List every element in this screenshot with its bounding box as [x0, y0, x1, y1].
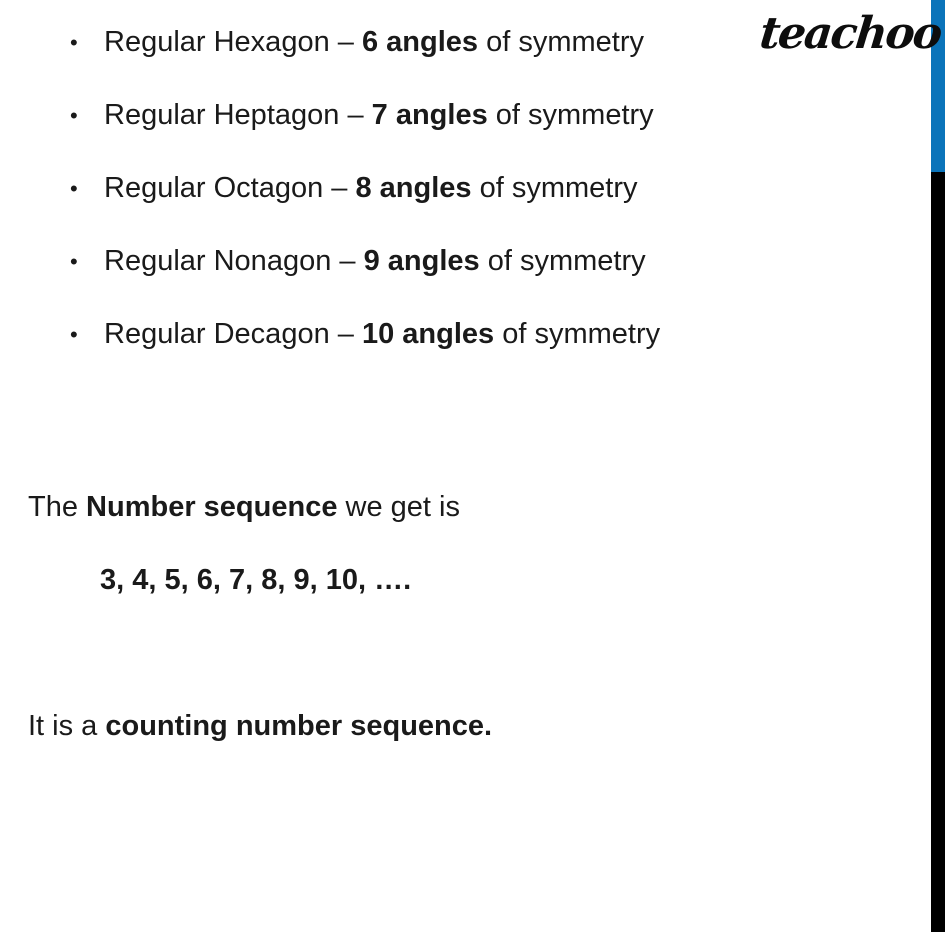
paragraph-text-bold: counting number sequence.	[105, 710, 493, 742]
bullet-text-regular: Regular Nonagon –	[104, 245, 364, 277]
bullet-text-bold: 9 angles	[363, 245, 480, 277]
bullet-text	[104, 318, 660, 351]
accent-bar-black	[931, 172, 945, 932]
list-item-decagon	[70, 298, 660, 371]
bullet-text-regular: of symmetry	[487, 99, 654, 131]
bullet-icon: •	[70, 175, 78, 201]
list-item-heptagon	[70, 79, 660, 152]
number-sequence-paragraph	[28, 490, 460, 524]
bullet-text-regular: Regular Decagon –	[104, 318, 362, 350]
bullet-text-bold: 6 angles	[361, 26, 479, 58]
paragraph-text-regular: we get is	[337, 491, 460, 523]
paragraph-text-bold: Number sequence	[86, 491, 338, 523]
conclusion-paragraph	[28, 709, 492, 743]
bullet-text	[104, 26, 644, 59]
bullet-text-regular: Regular Hexagon –	[104, 26, 362, 58]
list-item-nonagon	[70, 225, 660, 298]
bullet-text-regular: Regular Octagon –	[104, 172, 356, 204]
list-item-hexagon	[70, 6, 660, 79]
sequence-values: 3, 4, 5, 6, 7, 8, 9, 10, ….	[100, 564, 412, 596]
bullet-text-regular: of symmetry	[471, 172, 638, 204]
bullet-icon: •	[70, 321, 78, 347]
paragraph-text-regular: The	[28, 491, 87, 523]
bullet-icon: •	[70, 102, 78, 128]
teachoo-logo: teachoo	[757, 8, 943, 59]
bullet-text-regular: of symmetry	[478, 26, 644, 58]
list-item-octagon	[70, 152, 660, 225]
bullet-text-regular: of symmetry	[494, 318, 661, 350]
bullet-text-bold: 10 angles	[361, 318, 495, 350]
bullet-icon: •	[70, 248, 78, 274]
bullet-text	[104, 99, 654, 132]
bullet-text-bold: 7 angles	[371, 99, 488, 131]
bullet-text	[104, 172, 638, 205]
bullet-icon: •	[70, 29, 78, 55]
bullet-text-regular: Regular Heptagon –	[104, 99, 372, 131]
bullet-text	[104, 245, 646, 278]
paragraph-text-regular: It is a	[28, 710, 106, 742]
bullet-text-regular: of symmetry	[479, 245, 646, 277]
polygon-bullet-list	[70, 6, 660, 371]
bullet-text-bold: 8 angles	[355, 172, 472, 204]
